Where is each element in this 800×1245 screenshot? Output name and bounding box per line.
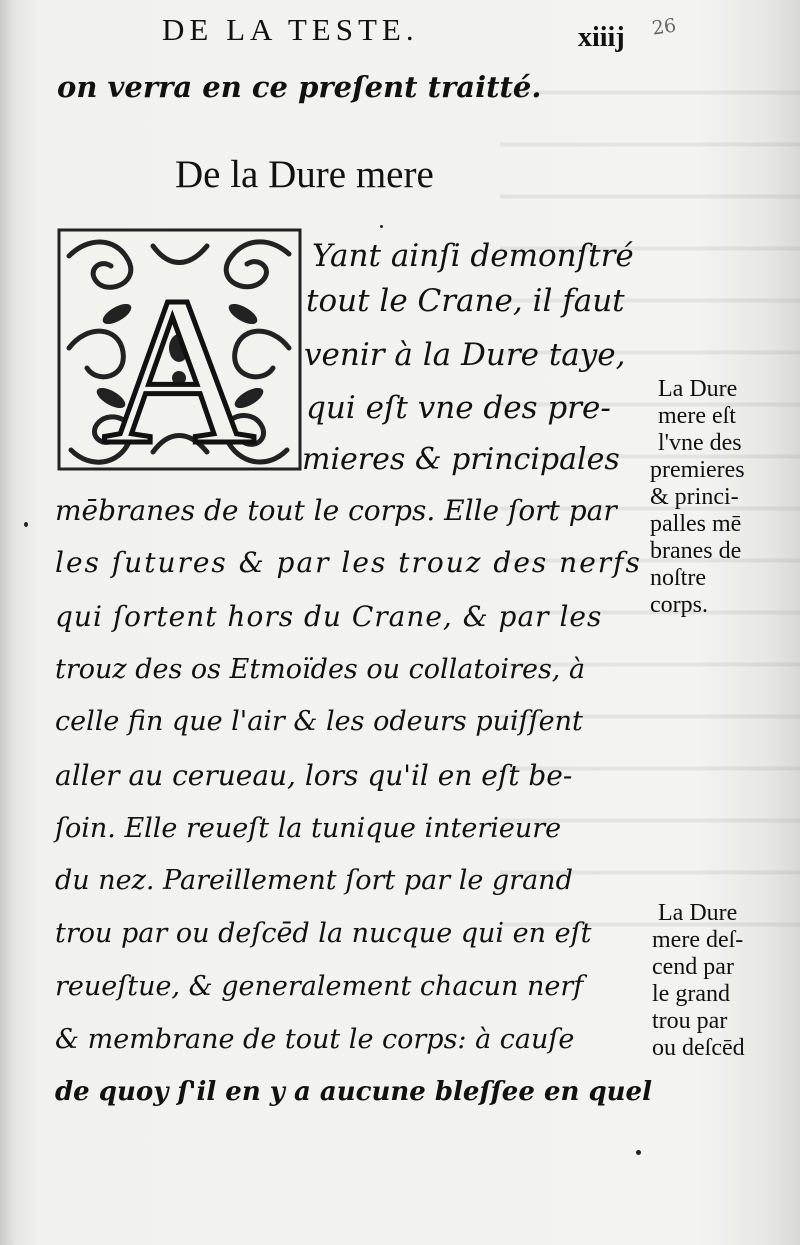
body-line: mieres & principales — [302, 442, 620, 477]
body-line: celle fin que l'air & les odeurs puiſſent — [55, 706, 583, 737]
body-line: du nez. Pareillement ſort par le grand — [55, 865, 573, 896]
marginal-note-line: corps. — [650, 592, 708, 618]
body-line: qui eſt vne des pre- — [306, 390, 611, 426]
continuation-line: on verra en ce preſent traitté. — [57, 70, 542, 104]
ink-speck — [636, 1150, 641, 1155]
body-line: tout le Crane, il faut — [306, 283, 625, 319]
body-line: mēbranes de tout le corps. Elle ſort par — [55, 494, 617, 527]
marginal-note-line: branes de — [650, 538, 742, 564]
ink-speck — [380, 225, 383, 228]
marginal-note-line: & princi- — [650, 484, 739, 510]
handwritten-page-number: 26 — [650, 14, 678, 40]
folio-number: xiiij — [578, 22, 625, 53]
marginal-note-line: ou deſcēd — [652, 1035, 745, 1061]
body-line: venir à la Dure taye, — [304, 337, 626, 373]
marginal-note-line: mere eſt — [658, 403, 736, 429]
marginal-note-line: mere deſ- — [652, 927, 744, 953]
marginal-note — [652, 900, 745, 1062]
marginal-note-line: l'vne des — [658, 430, 742, 456]
marginal-note-line: La Dure — [658, 900, 738, 926]
running-title: DE LA TESTE. — [162, 12, 419, 47]
section-title: De la Dure mere — [175, 153, 434, 196]
drop-cap-letter: A — [102, 253, 256, 471]
body-line: ſoin. Elle reueſt la tunique interieure — [55, 813, 562, 844]
body-line: qui ſortent hors du Crane, & par les — [55, 600, 603, 633]
marginal-note-line: le grand — [652, 981, 730, 1007]
marginal-note-line: cend par — [652, 954, 734, 980]
body-line: trou par ou deſcēd la nucque qui en eſt — [55, 918, 592, 949]
marginal-note-line: palles mē — [650, 511, 742, 537]
body-line: les ſutures & par les trouz des nerfs — [55, 546, 642, 579]
marginal-note — [650, 376, 745, 619]
marginal-note-line: trou par — [652, 1008, 728, 1034]
body-line: reueſtue, & generalement chacun nerf — [55, 971, 584, 1002]
body-line: de quoy ſ'il en y a aucune bleſſee en quel — [55, 1077, 652, 1107]
ornamental-drop-cap — [57, 228, 302, 471]
body-line: Yant ainſi demonſtré — [312, 238, 634, 274]
ink-speck — [24, 522, 28, 527]
marginal-note-line: La Dure — [658, 376, 738, 402]
body-line: aller au cerueau, lors qu'il en eſt be- — [55, 759, 573, 792]
marginal-note-line: noſtre — [650, 565, 706, 591]
body-line: & membrane de tout le corps: à cauſe — [55, 1024, 575, 1055]
marginal-note-line: premieres — [650, 457, 745, 483]
body-line: trouz des os Etmoïdes ou collatoires, à — [55, 654, 586, 685]
